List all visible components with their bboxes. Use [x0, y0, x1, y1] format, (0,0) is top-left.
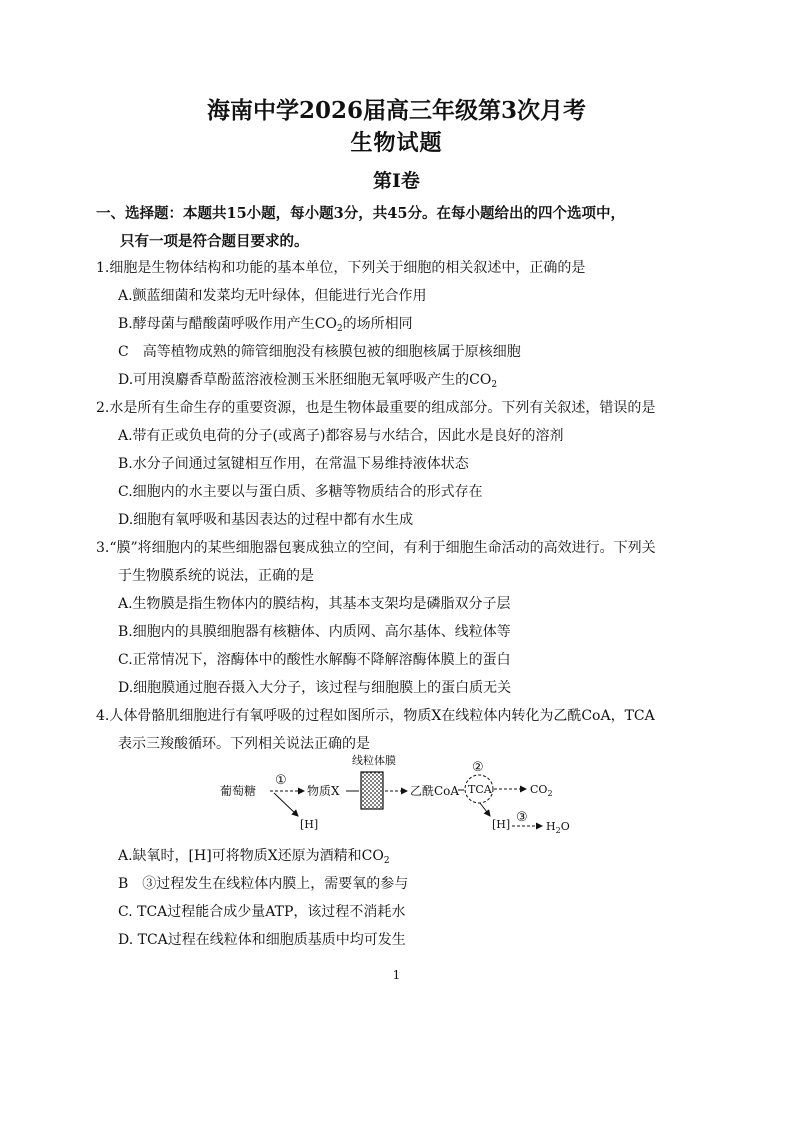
substance-x-label: 物质X [307, 784, 340, 798]
respiration-diagram [218, 752, 588, 838]
q3-option-d: D.细胞膜通过胞吞摄入大分子，该过程与细胞膜上的蛋白质无关 [118, 680, 512, 696]
page-number: 1 [392, 968, 401, 982]
h-label-2: [H] [492, 818, 511, 831]
acetyl-coa-label: 乙酰CoA [410, 784, 460, 798]
q3-stem-line-1: 3.“膜”将细胞内的某些细胞器包裹成独立的空间，有利于细胞生命活动的高效进行。下列关 [96, 540, 656, 556]
subject-title: 生物试题 [350, 130, 443, 156]
step-3-marker: ③ [516, 810, 528, 825]
arrow-tca-to-h [480, 803, 490, 816]
section-line-1: 一、选择题：本题共15小题，每小题3分，共45分。在每小题给出的四个选项中， [96, 205, 625, 222]
section-line-2: 只有一项是符合题目要求的。 [120, 233, 309, 250]
h-label-1: [H] [300, 818, 319, 831]
q3-option-a: A.生物膜是指生物体内的膜结构，其基本支架均是磷脂双分子层 [118, 596, 511, 612]
q2-option-a: A.带有正或负电荷的分子(或离子)都容易与水结合，因此水是良好的溶剂 [118, 428, 564, 444]
q4-option-a: A.缺氧时，[H]可将物质X还原为酒精和$CO_2$ [118, 848, 390, 866]
q4-option-b: B ③过程发生在线粒体内膜上，需要氧的参与 [118, 876, 409, 892]
volume-title: 第Ⅰ卷 [373, 170, 420, 192]
q2-option-b: B.水分子间通过氢键相互作用，在常温下易维持液体状态 [118, 456, 469, 472]
q3-option-c: C.正常情况下，溶酶体中的酸性水解酶不降解溶酶体膜上的蛋白 [118, 652, 511, 668]
mitochondrial-membrane-block [361, 772, 383, 809]
q1-option-c: C 高等植物成熟的筛管细胞没有核膜包被的细胞核属于原核细胞 [118, 344, 521, 360]
mitochondrial-membrane-label: 线粒体膜 [352, 754, 396, 767]
arrow-glucose-to-h [274, 793, 298, 816]
q1-option-a: A.颤蓝细菌和发菜均无叶绿体，但能进行光合作用 [118, 288, 427, 304]
q3-option-b: B.细胞内的具膜细胞器有核糖体、内质网、高尔基体、线粒体等 [118, 624, 511, 640]
q1-stem: 1.细胞是生物体结构和功能的基本单位，下列关于细胞的相关叙述中，正确的是 [96, 260, 586, 276]
q2-option-d: D.细胞有氧呼吸和基因表达的过程中都有水生成 [118, 512, 414, 528]
exam-title: 海南中学2026届高三年级第3次月考 [206, 97, 587, 124]
q1-option-b: B.酵母菌与醋酸菌呼吸作用产生$CO_2$的场所相同 [118, 316, 413, 334]
q4-stem-line-2: 表示三羧酸循环。下列相关说法正确的是 [118, 736, 370, 752]
q4-stem-line-1: 4.人体骨骼肌细胞进行有氧呼吸的过程如图所示，物质X在线粒体内转化为乙酰CoA，TCA [96, 708, 655, 724]
q4-option-d: D. TCA过程在线粒体和细胞质基质中均可发生 [118, 932, 406, 948]
q3-stem-line-2: 于生物膜系统的说法，正确的是 [118, 568, 314, 584]
h2o-label: $H_2O$ [546, 820, 570, 835]
q2-stem: 2.水是所有生命生存的重要资源，也是生物体最重要的组成部分。下列有关叙述，错误的是 [96, 400, 656, 416]
tca-label: TCA [468, 783, 492, 796]
step-1-marker: ① [275, 773, 287, 788]
glucose-label: 葡萄糖 [220, 784, 257, 798]
step-2-marker: ② [472, 760, 484, 775]
co2-label: $CO_2$ [530, 783, 553, 798]
q2-option-c: C.细胞内的水主要以与蛋白质、多糖等物质结合的形式存在 [118, 484, 483, 500]
section-instructions [96, 200, 706, 256]
q1-option-d: D.可用溴麝香草酚蓝溶液检测玉米胚细胞无氧呼吸产生的$CO_2$ [118, 372, 498, 390]
q4-option-c: C. TCA过程能合成少量ATP，该过程不消耗水 [118, 904, 406, 920]
